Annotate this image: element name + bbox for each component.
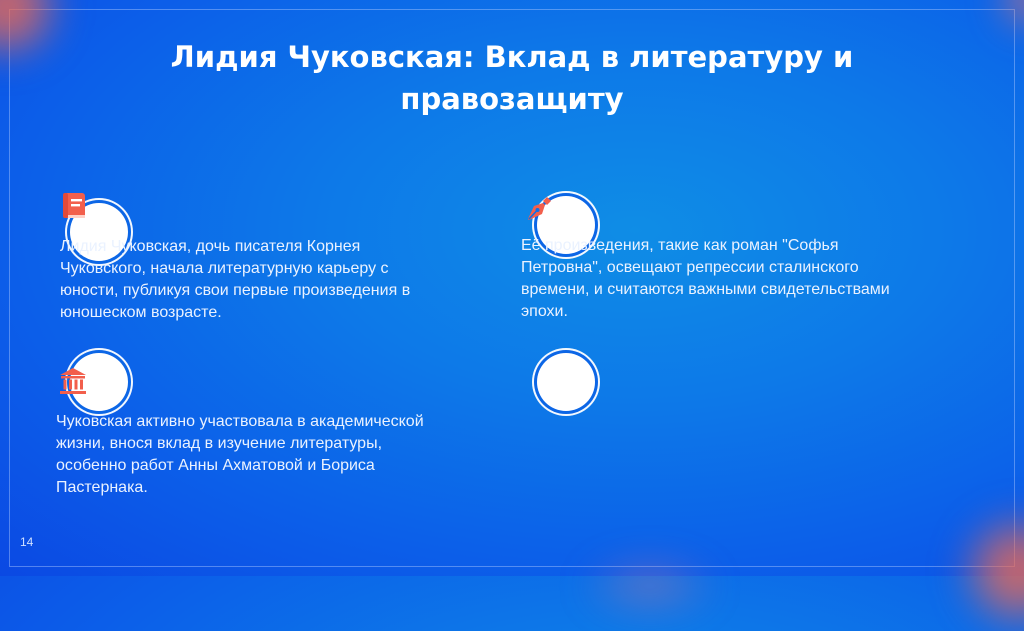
book-icon bbox=[60, 191, 90, 221]
decor-blob-bottom bbox=[580, 556, 720, 616]
item-3-text: Чуковская активно участвовала в академической жизни, внося вклад в изучение литературы, особенно работ Анны Ахматовой и Бориса Пастернака. bbox=[56, 413, 424, 496]
item-4-circle bbox=[537, 353, 595, 411]
pen-nib-icon bbox=[524, 193, 554, 223]
page-number: 14 bbox=[20, 535, 34, 549]
institution-icon bbox=[58, 366, 88, 396]
item-1-text: Лидия Чуковская, дочь писателя Корнея Чуковского, начала литературную карьеру с юности, публикуя свои первые произведения в юношеском возрасте. bbox=[60, 238, 411, 321]
item-2-text: Её произведения, такие как роман "Софья Петровна", освещают репрессии сталинского времени, и считаются важными свидетельствами эпохи. bbox=[521, 237, 890, 320]
slide-title: Лидия Чуковская: Вклад в литературу и правозащиту bbox=[170, 40, 854, 116]
